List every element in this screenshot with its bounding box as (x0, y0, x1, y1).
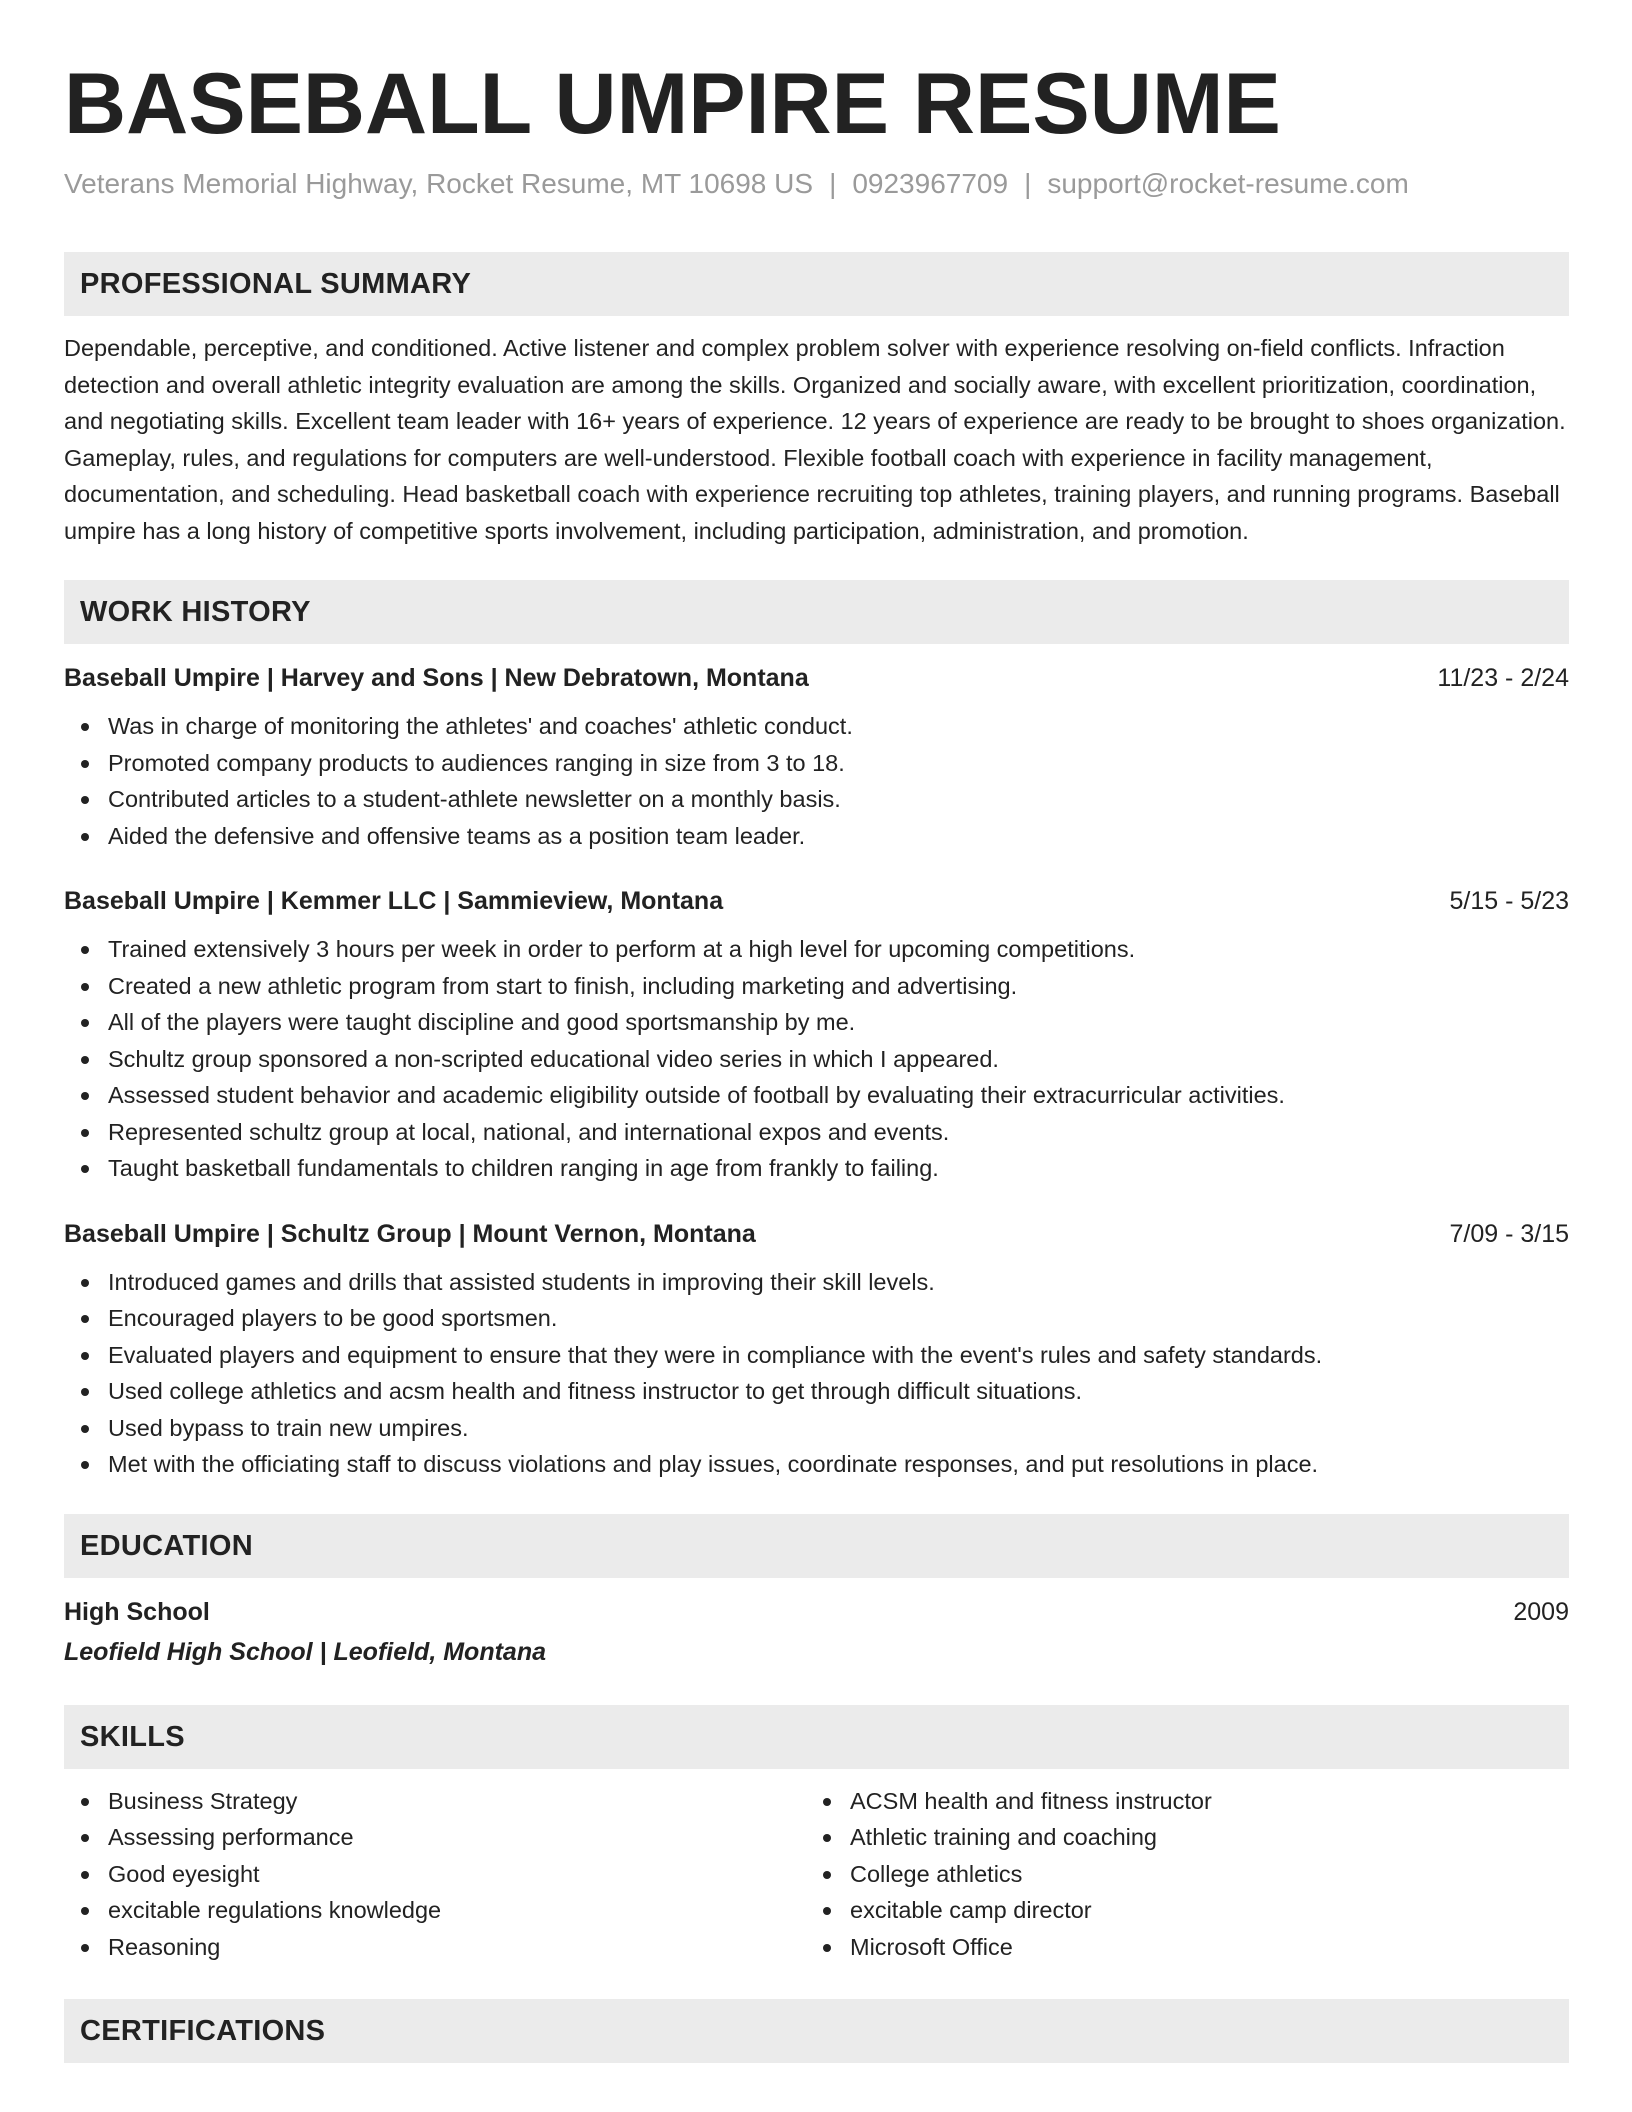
education-degree: High School (64, 1597, 210, 1626)
section-header-skills: SKILLS (64, 1705, 1569, 1769)
job-entry (64, 883, 1569, 1187)
job-bullet: Contributed articles to a student-athlete newsletter on a monthly basis. (64, 781, 1569, 818)
skill-item: excitable camp director (806, 1892, 1548, 1929)
job-bullet: All of the players were taught discipline and good sportsmanship by me. (64, 1004, 1569, 1041)
skill-item: Assessing performance (64, 1819, 806, 1856)
education-school: Leofield High School | Leofield, Montana (64, 1637, 546, 1666)
skills-grid (64, 1783, 1569, 1966)
education-year: 2009 (1513, 1597, 1569, 1626)
skill-item: Good eyesight (64, 1856, 806, 1893)
skill-item: College athletics (806, 1856, 1548, 1893)
skills-column-left (64, 1783, 806, 1966)
job-bullet: Trained extensively 3 hours per week in order to perform at a high level for upcoming competitions. (64, 931, 1569, 968)
job-bullet: Taught basketball fundamentals to children ranging in age from frankly to failing. (64, 1150, 1569, 1187)
contact-address: Veterans Memorial Highway, Rocket Resume, MT 10698 US (64, 168, 814, 199)
job-dates: 11/23 - 2/24 (1437, 664, 1569, 692)
contact-separator: | (1024, 168, 1032, 199)
education-header (64, 1594, 1569, 1630)
job-bullet: Represented schultz group at local, national, and international expos and events. (64, 1114, 1569, 1151)
job-bullet: Schultz group sponsored a non-scripted educational video series in which I appeared. (64, 1041, 1569, 1078)
job-bullet: Used bypass to train new umpires. (64, 1410, 1569, 1447)
job-entry (64, 660, 1569, 854)
job-bullet: Introduced games and drills that assisted students in improving their skill levels. (64, 1264, 1569, 1301)
job-bullets (64, 1264, 1569, 1483)
summary-text: Dependable, perceptive, and conditioned. Active listener and complex problem solver with experience resolving on-field conflicts. Infraction detection and overall athletic integrity evaluation are among the skills. Organized and socially aware, with excellent prioritization, coordination, and negotiating skills. Excellent team leader with 16+ years of experience. 12 years of experience are ready to be brought to shoes organization. Gameplay, rules, and regulations for computers are well-understood. Flexible football coach with experience in facility management, documentation, and scheduling. Head basketball coach with experience recruiting top athletes, training players, and running programs. Baseball umpire has a long history of competitive sports involvement, including participation, administration, and promotion. (64, 335, 1566, 544)
job-bullet: Aided the defensive and offensive teams as a position team leader. (64, 818, 1569, 855)
job-header (64, 660, 1569, 696)
job-title: Baseball Umpire | Schultz Group | Mount Vernon, Montana (64, 1219, 756, 1248)
job-bullet: Was in charge of monitoring the athletes' and coaches' athletic conduct. (64, 708, 1569, 745)
section-header-certifications: CERTIFICATIONS (64, 1999, 1569, 2063)
job-title: Baseball Umpire | Kemmer LLC | Sammieview, Montana (64, 887, 724, 915)
job-bullet: Evaluated players and equipment to ensure that they were in compliance with the event's rules and safety standards. (64, 1337, 1569, 1374)
section-header-work-history: WORK HISTORY (64, 580, 1569, 644)
skills-column-right (806, 1783, 1548, 1966)
skill-item: excitable regulations knowledge (64, 1892, 806, 1929)
contact-phone: 0923967709 (852, 168, 1009, 199)
job-dates: 5/15 - 5/23 (1449, 887, 1569, 915)
skills-list (64, 1783, 806, 1966)
job-bullet: Met with the officiating staff to discuss violations and play issues, coordinate responses, and put resolutions in place. (64, 1446, 1569, 1483)
job-bullet: Encouraged players to be good sportsmen. (64, 1300, 1569, 1337)
job-bullet: Promoted company products to audiences ranging in size from 3 to 18. (64, 745, 1569, 782)
job-header (64, 1216, 1569, 1252)
job-bullet: Assessed student behavior and academic eligibility outside of football by evaluating their extracurricular activities. (64, 1077, 1569, 1114)
contact-separator: | (829, 168, 837, 199)
section-header-education: EDUCATION (64, 1514, 1569, 1578)
skill-item: Reasoning (64, 1929, 806, 1966)
job-title: Baseball Umpire | Harvey and Sons | New Debratown, Montana (64, 664, 809, 692)
skill-item: Athletic training and coaching (806, 1819, 1548, 1856)
resume-page (64, 0, 1569, 2063)
job-bullet: Used college athletics and acsm health and fitness instructor to get through difficult situations. (64, 1373, 1569, 1410)
skill-item: Microsoft Office (806, 1929, 1548, 1966)
job-dates: 7/09 - 3/15 (1449, 1219, 1569, 1248)
section-header-summary: PROFESSIONAL SUMMARY (64, 252, 1569, 316)
contact-email: support@rocket-resume.com (1047, 168, 1409, 199)
job-bullets (64, 931, 1569, 1187)
job-header (64, 883, 1569, 919)
skills-list (806, 1783, 1548, 1966)
job-bullet: Created a new athletic program from start to finish, including marketing and advertising. (64, 968, 1569, 1005)
contact-line (64, 166, 1569, 202)
job-entry (64, 1216, 1569, 1483)
resume-title: BASEBALL UMPIRE RESUME (64, 56, 1281, 152)
skill-item: ACSM health and fitness instructor (806, 1783, 1548, 1820)
job-bullets (64, 708, 1569, 854)
skill-item: Business Strategy (64, 1783, 806, 1820)
